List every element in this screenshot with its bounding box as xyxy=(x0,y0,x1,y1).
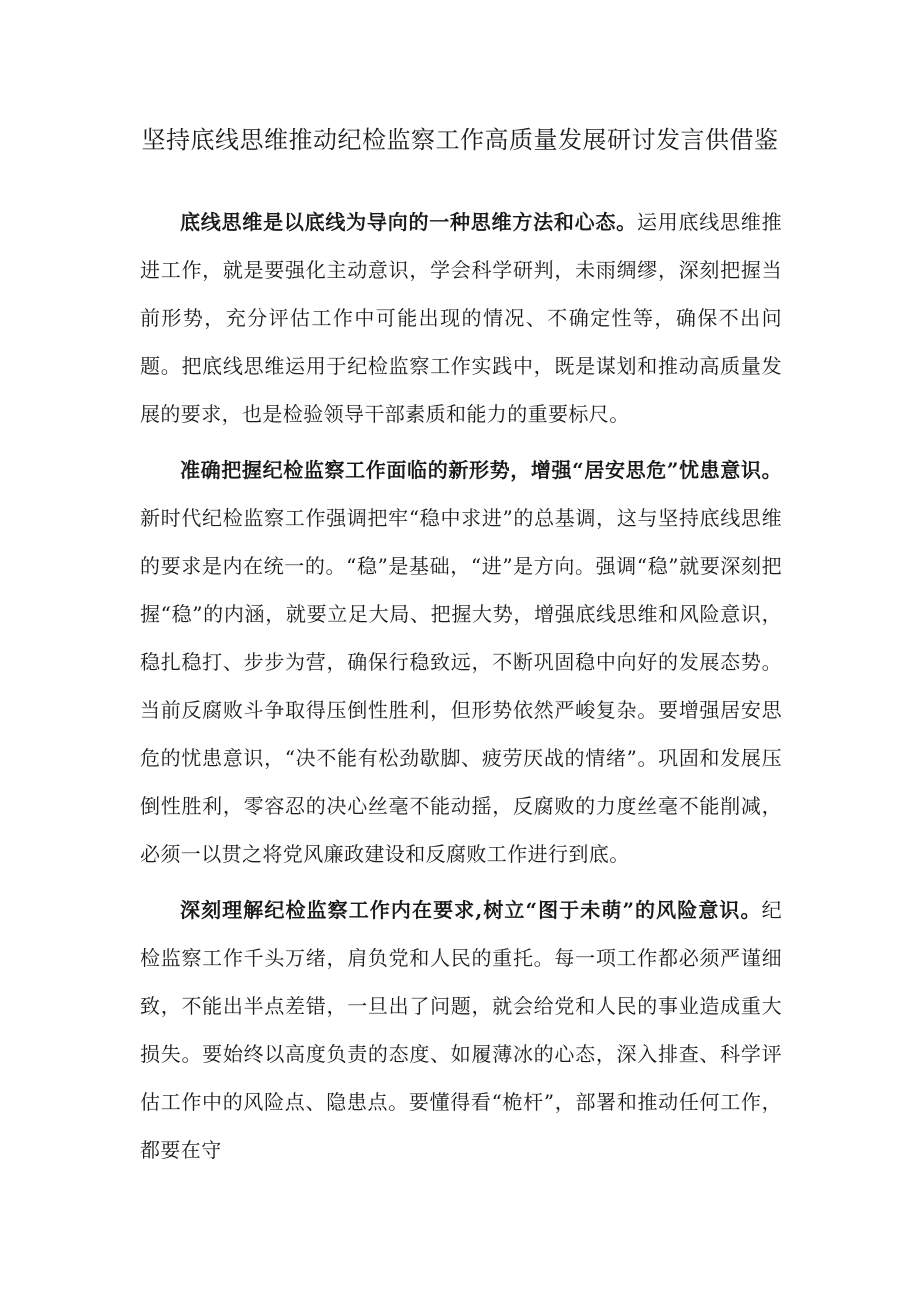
paragraph-2-text: 新时代纪检监察工作强调把牢“稳中求进”的总基调，这与坚持底线思维的要求是内在统一的。“稳”是基础，“进”是方向。强调“稳”就要深刻把握“稳”的内涵，就要立足大局、把握大势，增强底线思维和风险意识，稳扎稳打、步步为营，确保行稳致远，不断巩固稳中向好的发展态势。当前反腐败斗争取得压倒性胜利，但形势依然严峻复杂。要增强居安思危的忧患意识，“决不能有松劲歇脚、疲劳厌战的情绪”。巩固和发展压倒性胜利，零容忍的决心丝毫不能动摇，反腐败的力度丝毫不能削减，必须一以贯之将党风廉政建设和反腐败工作进行到底。 xyxy=(140,506,782,866)
paragraph-1-lead: 底线思维是以底线为导向的一种思维方法和心态。 xyxy=(180,210,637,234)
paragraph-2-lead: 准确把握纪检监察工作面临的新形势，增强“居安思危”忧患意识。 xyxy=(180,458,782,482)
document-body xyxy=(140,198,782,1182)
paragraph-3-lead: 深刻理解纪检监察工作内在要求,树立“图于未萌”的风险意识。 xyxy=(180,898,762,922)
paragraph-1 xyxy=(140,198,782,438)
paragraph-3-text: 纪检监察工作千头万绪，肩负党和人民的重托。每一项工作都必须严谨细致，不能出半点差错，一旦出了问题，就会给党和人民的事业造成重大损失。要始终以高度负责的态度、如履薄冰的心态，深入排查、科学评估工作中的风险点、隐患点。要懂得看“桅杆”，部署和推动任何工作，都要在守 xyxy=(140,898,782,1162)
document-title: 坚持底线思维推动纪检监察工作高质量发展研讨发言供借鉴 xyxy=(141,126,779,154)
paragraph-3 xyxy=(140,886,782,1174)
paragraph-1-text: 运用底线思维推进工作，就是要强化主动意识，学会科学研判，未雨绸缪，深刻把握当前形势，充分评估工作中可能出现的情况、不确定性等，确保不出问题。把底线思维运用于纪检监察工作实践中，既是谋划和推动高质量发展的要求，也是检验领导干部素质和能力的重要标尺。 xyxy=(140,210,782,426)
paragraph-2 xyxy=(140,446,782,878)
